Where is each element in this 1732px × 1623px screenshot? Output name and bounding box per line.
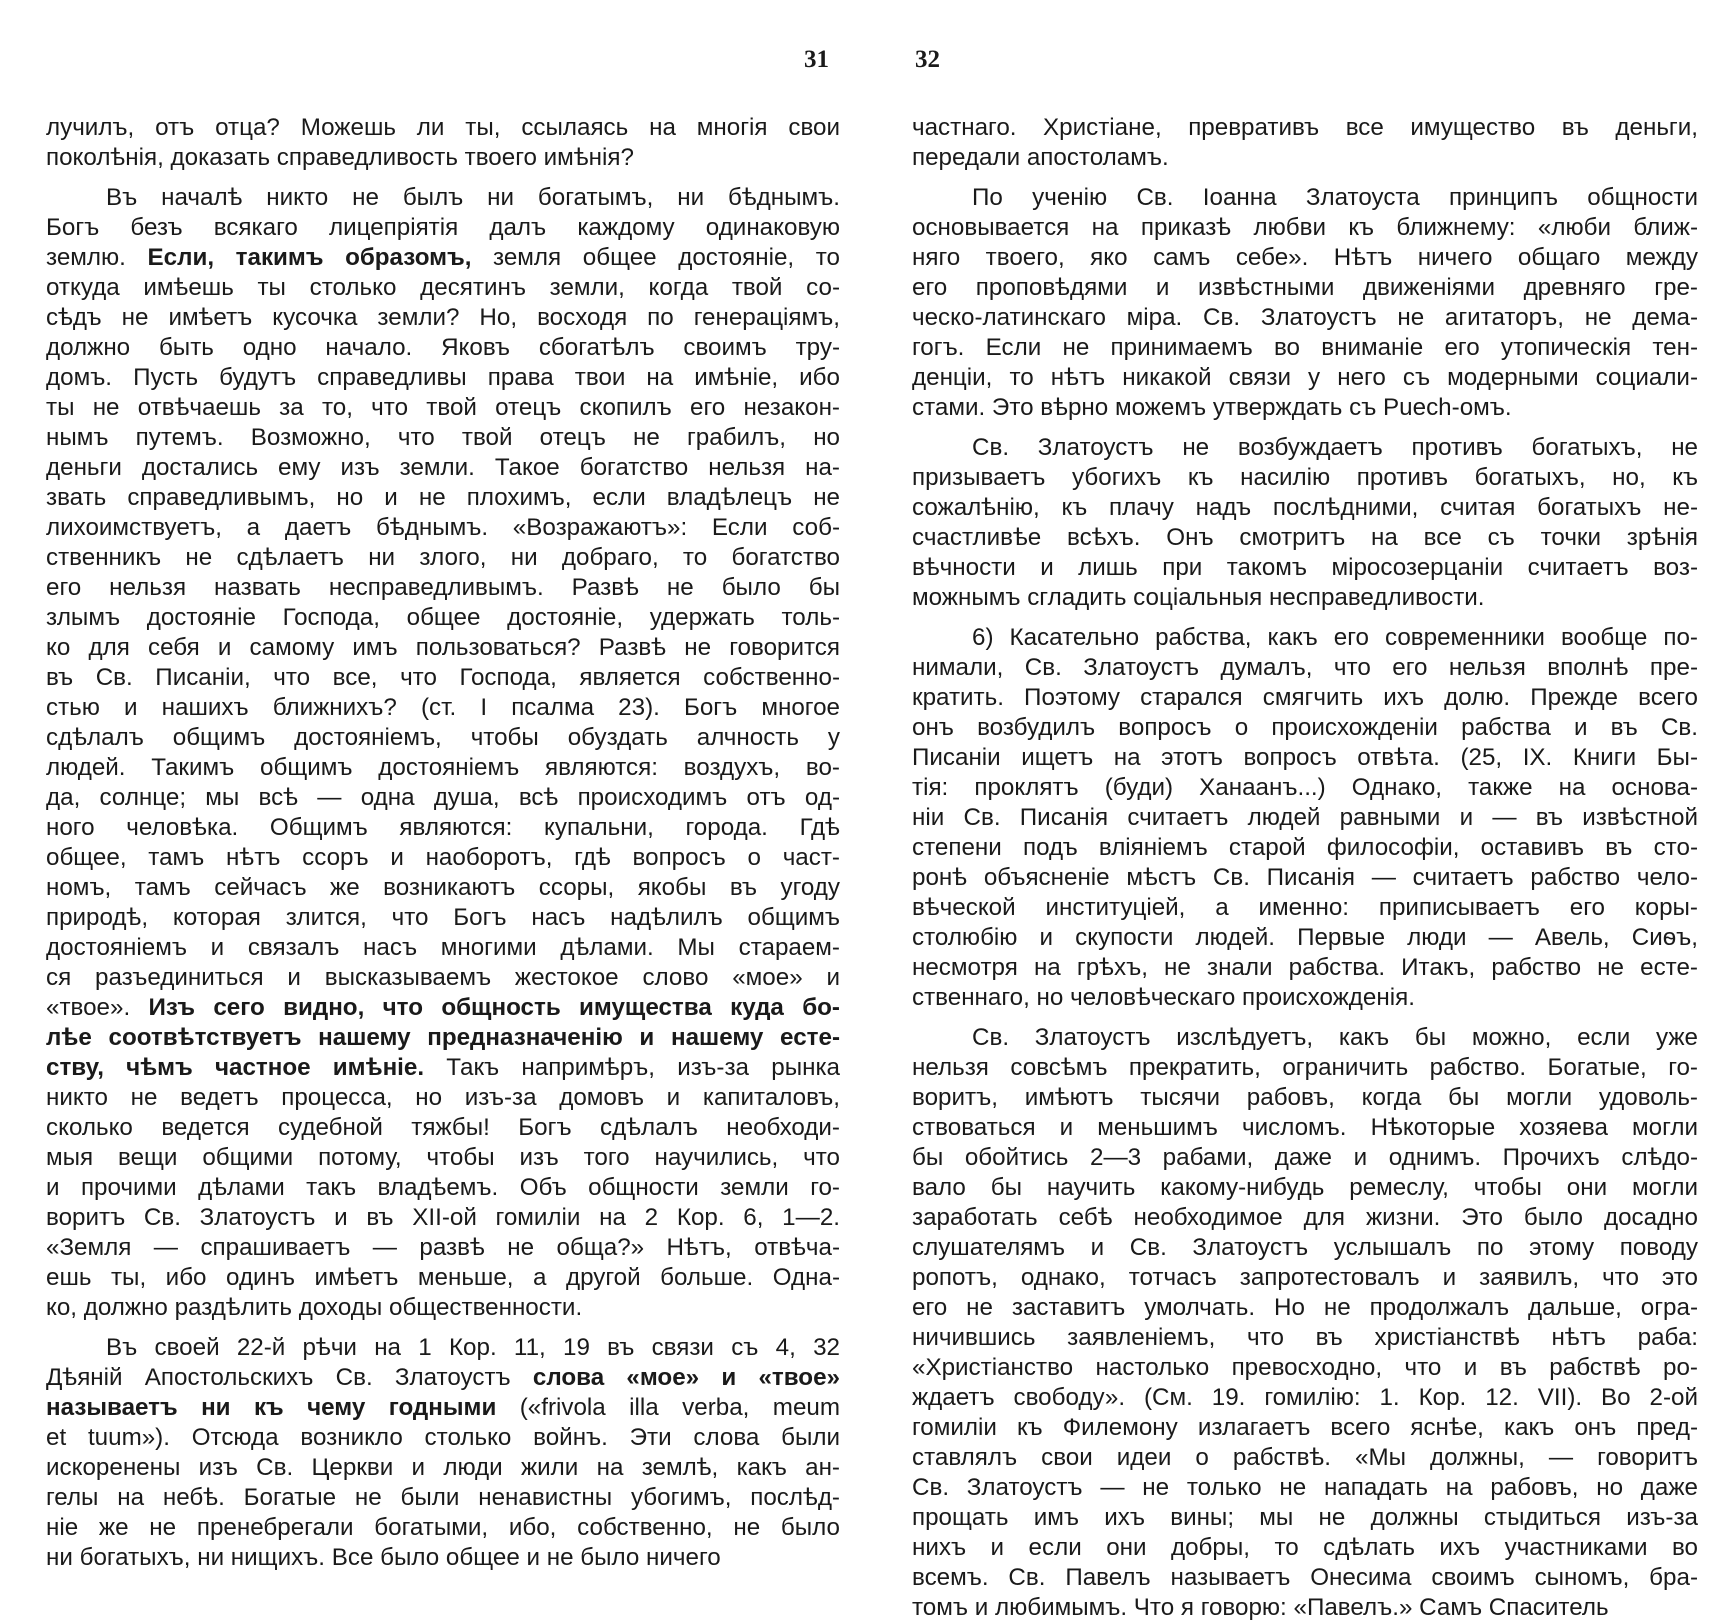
text-line: стью и нашихъ ближнихъ? (ст. I псалма 23). Богъ многое [46,694,840,721]
text-line: et tuum»). Отсюда возникло столько войнъ. Эти слова были [46,1424,840,1451]
text-line: называетъ ни къ чему годными («frivola illa verba, meum [46,1394,840,1421]
text-line: ешь ты, ибо одинъ имѣетъ меньше, а другой больше. Одна- [46,1264,840,1291]
right-paragraph [912,183,1698,423]
text-line: Св. Златоустъ изслѣдуетъ, какъ бы можно, если уже [972,1024,1698,1051]
text-line: ственникъ не сдѣлаетъ ни злого, ни добраго, то богатство [46,544,840,571]
text-line: лучилъ, отъ отца? Можешь ли ты, ссылаясь на многія свои [46,114,840,141]
text-line: ного человѣка. Общимъ являются: купальни, города. Гдѣ [46,814,840,841]
text-line: ся разъединиться и высказываемъ жестокое слово «мое» и [46,964,840,991]
text-line: гелы на небѣ. Богатые не были ненавистны убогимъ, послѣд- [46,1484,840,1511]
text-line: общее, тамъ нѣтъ ссоръ и наоборотъ, гдѣ вопросъ о част- [46,844,840,871]
text-line: стами. Это вѣрно можемъ утверждать съ Puech-омъ. [912,394,1512,421]
text-line: да, солнце; мы всѣ — одна душа, всѣ происходимъ отъ од- [46,784,840,811]
text-line: въ Св. Писаніи, что все, что Господа, является собственно- [46,664,840,691]
text-line: номъ, тамъ сейчасъ же возникаютъ ссоры, якобы въ угоду [46,874,840,901]
text-line: никто не ведетъ процесса, но изъ-за домовъ и капиталовъ, [46,1084,840,1111]
right-paragraph [912,623,1698,1013]
right-page-column [912,113,1698,1623]
text-line: нымъ путемъ. Возможно, что твой отецъ не грабилъ, но [46,424,840,451]
text-line: вало бы научить какому-нибудь ремеслу, чтобы они могли [912,1174,1698,1201]
text-line: и прочими дѣлами такъ владѣемъ. Объ общности земли го- [46,1174,840,1201]
text-line: ты не отвѣчаешь за то, что твой отецъ скопилъ его незакон- [46,394,840,421]
bold-emphasis: лѣе соотвѣтствуетъ нашему предназначенію и нашему есте- [46,1024,840,1051]
text-line: вѣческой институціей, а именно: приписываетъ его коры- [912,894,1698,921]
text-line: домъ. Пусть будутъ справедливы права твои на имѣніе, ибо [46,364,840,391]
bold-emphasis: Изъ сего видно, что общность имущества куда бо- [148,994,840,1021]
text-line: гомиліи къ Филемону излагаетъ всего яснѣе, какъ онъ пред- [912,1414,1698,1441]
text-line: основывается на приказѣ любви къ ближнему: «люби ближ- [912,214,1698,241]
text-line: землю. Если, такимъ образомъ, земля общее достояніе, то [46,244,840,271]
text-line: Въ началѣ никто не былъ ни богатымъ, ни бѣднымъ. [106,184,840,211]
text-line: откуда имѣешь ты столько десятинъ земли, когда твой со- [46,274,840,301]
text-line: злымъ достояніе Господа, общее достояніе, удержать толь- [46,604,840,631]
text-line: заработать себѣ необходимое для жизни. Это было досадно [912,1204,1698,1231]
text-line: ческо-латинскаго міра. Св. Златоустъ не агитаторъ, не дема- [912,304,1698,331]
left-paragraph [46,183,840,1323]
text-line: слушателямъ и Св. Златоустъ услышалъ по этому поводу [912,1234,1698,1261]
text-line: ко, должно раздѣлить доходы общественности. [46,1294,583,1321]
text-line: кратить. Поэтому старался смягчить ихъ долю. Прежде всего [912,684,1698,711]
text-line: природѣ, которая злится, что Богъ насъ надѣлилъ общимъ [46,904,840,931]
page-number-left: 31 [804,46,829,73]
text-line: томъ и любимымъ. Что я говорю: «Павелъ.» Самъ Спаситель [912,1594,1609,1621]
text-line: мыя вещи общими потому, чтобы изъ того научились, что [46,1144,840,1171]
text-line: сожалѣнію, къ плачу надъ послѣдними, считая богатыхъ не- [912,494,1698,521]
text-line: Богъ безъ всякаго лицепріятія далъ каждому одинаковую [46,214,840,241]
right-paragraph [912,1023,1698,1623]
text-line: «твое». Изъ сего видно, что общность имущества куда бо- [46,994,840,1021]
text-line [46,1023,840,1053]
text-line: онъ возбудилъ вопросъ о происхожденіи рабства и въ Св. [912,714,1698,741]
text-line: 6) Касательно рабства, какъ его современники вообще по- [972,624,1698,651]
text-line: воритъ, имѣютъ тысячи рабовъ, когда бы могли удоволь- [912,1084,1698,1111]
text-line: ствоваться и меньшимъ числомъ. Нѣкоторые хозяева могли [912,1114,1698,1141]
text-line: частнаго. Христіане, превративъ все имущество въ деньги, [912,114,1698,141]
text-line: деньги достались ему изъ земли. Такое богатство нельзя на- [46,454,840,481]
right-paragraph [912,433,1698,613]
text-line: Писаніи ищетъ на этотъ вопросъ отвѣта. (25, IX. Книги Бы- [912,744,1698,771]
text-line: людей. Такимъ общимъ достояніемъ являются: воздухъ, во- [46,754,840,781]
text-line: ніе же не пренебрегали богатыми, ибо, собственно, не было [46,1514,840,1541]
text-line: ніи Св. Писанія считаетъ людей равными и — въ извѣстной [912,804,1698,831]
bold-emphasis: слова «мое» и «твое» [532,1364,840,1391]
text-line: передали апостоламъ. [912,144,1169,171]
text-line: его не заставитъ умолчать. Но не продолжалъ дальше, огра- [912,1294,1698,1321]
text-line: бы обойтись 2—3 рабами, даже и однимъ. Прочихъ слѣдо- [912,1144,1698,1171]
text-line: степени подъ вліяніемъ старой философіи, оставивъ въ сто- [912,834,1698,861]
bold-emphasis: ству, чѣмъ частное имѣніе. [46,1054,425,1081]
text-line: няго твоего, яко самъ себе». Нѣтъ ничего общаго между [912,244,1698,271]
text-line: ни богатыхъ, ни нищихъ. Все было общее и не было ничего [46,1544,721,1571]
text-line: всемъ. Св. Павелъ называетъ Онесима своимъ сыномъ, бра- [912,1564,1698,1591]
text-line: его нельзя назвать несправедливымъ. Развѣ не было бы [46,574,840,601]
text-line: «Земля — спрашиваетъ — развѣ не обща?» Нѣтъ, отвѣча- [46,1234,840,1261]
text-line: столюбію и скупости людей. Первые люди — Авель, Сиѳъ, [912,924,1698,951]
text-line: призываетъ убогихъ къ насилію противъ богатыхъ, но, къ [912,464,1698,491]
text-line: сѣдъ не имѣетъ кусочка земли? Но, восходя по генераціямъ, [46,304,840,331]
text-line: Св. Златоустъ — не только не нападать на рабовъ, но даже [912,1474,1698,1501]
text-line: денціи, то нѣтъ никакой связи у него съ модерными социали- [912,364,1698,391]
text-line: «Христіанство настолько превосходно, что и въ рабствѣ ро- [912,1354,1698,1381]
text-line: нимали, Св. Златоустъ думалъ, что его нельзя вполнѣ пре- [912,654,1698,681]
text-line: ко для себя и самому имъ пользоваться? Развѣ не говорится [46,634,840,661]
text-line: искоренены изъ Св. Церкви и люди жили на землѣ, какъ ан- [46,1454,840,1481]
text-line: сдѣлалъ общимъ достояніемъ, чтобы обуздать алчность у [46,724,840,751]
text-line: нельзя совсѣмъ прекратить, ограничить рабство. Богатые, го- [912,1054,1698,1081]
text-line: звать справедливымъ, но и не плохимъ, если владѣлецъ не [46,484,840,511]
text-line: счастливѣе всѣхъ. Онъ смотритъ на все съ точки зрѣнія [912,524,1698,551]
text-line: нихъ и если они добры, то сдѣлать ихъ участниками во [912,1534,1698,1561]
text-line: сколько ведется судебной тяжбы! Богъ сдѣлалъ необходи- [46,1114,840,1141]
text-line: достояніемъ и связалъ насъ многими дѣлами. Мы стараем- [46,934,840,961]
text-line: Дѣяній Апостольскихъ Св. Златоустъ слова «мое» и «твое» [46,1364,840,1391]
text-line: должно быть одно начало. Яковъ сбогатѣлъ своимъ тру- [46,334,840,361]
text-line: Св. Златоустъ не возбуждаетъ противъ богатыхъ, не [972,434,1698,461]
text-line: Въ своей 22-й рѣчи на 1 Кор. 11, 19 въ связи съ 4, 32 [106,1334,840,1361]
text-line: тія: проклятъ (буди) Ханаанъ...) Однако, также на основа- [912,774,1698,801]
text-line: ждаетъ свободу». (См. 19. гомилію: 1. Кор. 12. VII). Во 2-ой [912,1384,1698,1411]
bold-emphasis: называетъ ни къ чему годными [46,1394,497,1421]
text-line: ропотъ, однако, тотчасъ запротестовалъ и заявилъ, что это [912,1264,1698,1291]
text-line: вѣчности и лишь при такомъ міросозерцаніи считаетъ воз- [912,554,1698,581]
right-paragraph [912,113,1698,173]
text-line: воритъ Св. Златоустъ и въ XII-ой гомиліи на 2 Кор. 6, 1—2. [46,1204,840,1231]
page-number-right: 32 [915,46,940,73]
bold-emphasis: Если, такимъ образомъ, [147,244,472,271]
text-line: можнымъ сгладить соціальныя несправедливости. [912,584,1485,611]
text-line: лихоимствуетъ, а даетъ бѣднымъ. «Возражаютъ»: Если соб- [46,514,840,541]
text-line: По ученію Св. Іоанна Златоуста принципъ общности [972,184,1698,211]
text-line: ственнаго, но человѣческаго происхожденія. [912,984,1415,1011]
text-line: ству, чѣмъ частное имѣніе. Такъ напримѣръ, изъ-за рынка [46,1054,841,1081]
left-paragraph [46,113,840,173]
left-page-column [46,113,840,1573]
text-line: ставлялъ свои идеи о рабствѣ. «Мы должны, — говоритъ [912,1444,1698,1471]
text-line: несмотря на грѣхъ, не знали рабства. Итакъ, рабство не есте- [912,954,1698,981]
left-paragraph [46,1333,840,1573]
text-line: гогъ. Если не принимаемъ во вниманіе его утопическія тен- [912,334,1698,361]
text-line: его проповѣдями и извѣстными движеніями древняго гре- [912,274,1698,301]
text-line: прощать имъ ихъ вины; мы не должны стыдиться изъ-за [912,1504,1698,1531]
text-line: ронѣ объясненіе мѣстъ Св. Писанія — считаетъ рабство чело- [912,864,1698,891]
text-line: поколѣнія, доказать справедливость твоего имѣнія? [46,144,634,171]
text-line: ничившись заявленіемъ, что въ христіанствѣ нѣтъ раба: [912,1324,1698,1351]
